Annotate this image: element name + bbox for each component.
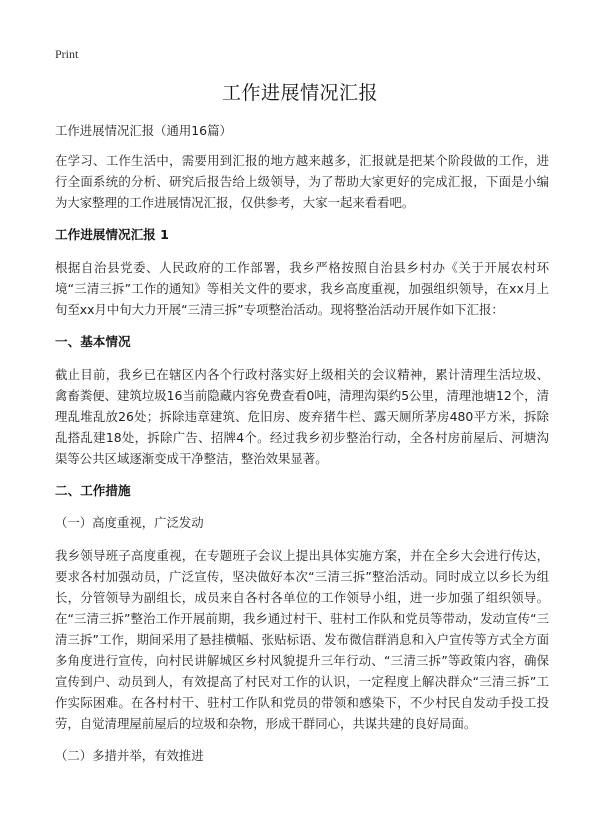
document-subtitle: 工作进展情况汇报（通用16篇）	[55, 123, 232, 138]
section-paragraph: 根据自治县党委、人民政府的工作部署，我乡严格按照自治县乡村办《关于开展农村环境“三清三拆”工作的通知》等相关文件的要求，我乡高度重视，加强组织领导，在xx月上旬至xx月中旬大力开展“三清三拆”专项整治活动。现将整治活动开展作如下汇报：	[55, 260, 549, 317]
measure-1-heading: （一）高度重视，广泛发动	[55, 515, 204, 530]
document-title: 工作进展情况汇报	[221, 82, 378, 104]
section-heading: 工作进展情况汇报 1	[55, 227, 169, 242]
work-measures-heading: 二、工作措施	[55, 483, 131, 498]
basic-situation-heading: 一、基本情况	[55, 334, 131, 349]
document-body	[55, 120, 549, 778]
measure-2-heading: （二）多措并举，有效推进	[55, 748, 204, 763]
intro-paragraph: 在学习、工作生活中，需要用到汇报的地方越来越多，汇报就是把某个阶段做的工作，进行全面系统的分析、研究后报告给上级领导，为了帮助大家更好的完成汇报，下面是小编为大家整理的工作进展情况汇报，仅供参考，大家一起来看看吧。	[55, 153, 549, 210]
basic-situation-paragraph: 截止目前，我乡已在辖区内各个行政村落实好上级相关的会议精神，累计清理生活垃圾、禽畜粪便、建筑垃圾16当前隐藏内容免费查看0吨，清理沟渠约5公里，清理池塘12个，清理乱堆乱放26处；拆除违章建筑、危旧房、废弃猪牛栏、露天厕所茅房480平方米，拆除乱搭乱建18处，拆除广告、招牌4个。经过我乡初步整治行动，全各村房前屋后、河塘沟渠等公共区域逐渐变成干净整洁，整治效果显著。	[55, 367, 549, 466]
measure-1-paragraph: 我乡领导班子高度重视，在专题班子会议上提出具体实施方案，并在全乡大会进行传达，要求各村加强动员，广泛宣传，坚决做好本次“三清三拆”整治活动。同时成立以乡长为组长，分管领导为副组长，成员来自各村各单位的工作领导小组，进一步加强了组织领导。在“三清三拆”整治工作开展前期，我乡通过村干、驻村工作队和党员等带动，发动宣传“三清三拆”工作，期间采用了悬挂横幅、张贴标语、发布微信群消息和入户宣传等方式全方面多角度进行宣传，向村民讲解城区乡村风貌提升三年行动、“三清三拆”等政策内容，确保宣传到户、动员到人，有效提高了村民对工作的认识，一定程度上解决群众“三清三拆”工作实际困难。在各村村干、驻村工作队和党员的带领和感染下，不少村民自发动手投工投劳，自觉清理屋前屋后的垃圾和杂物，形成干群同心，共谋共建的良好局面。	[55, 548, 549, 731]
print-link[interactable]: Print	[55, 47, 79, 61]
